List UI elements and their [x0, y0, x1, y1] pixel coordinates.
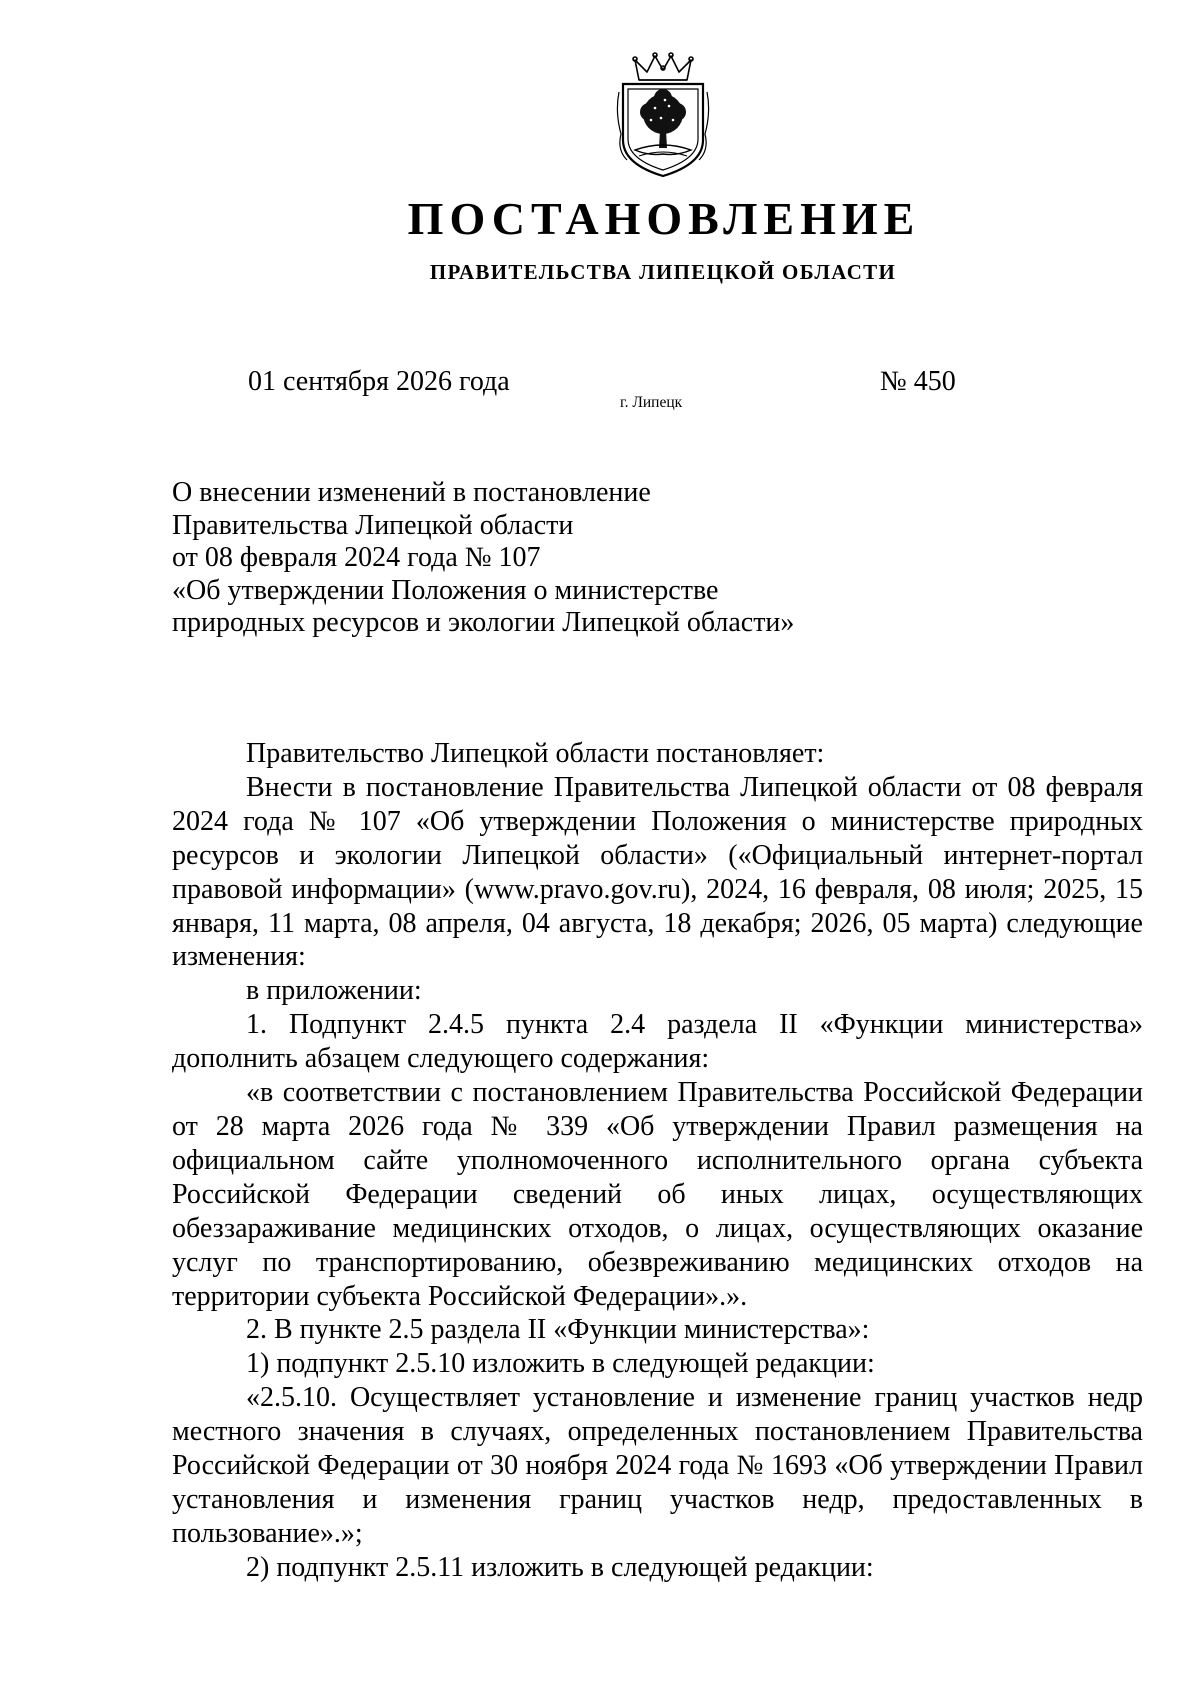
- heading-line: О внесении изменений в постановление: [172, 477, 651, 508]
- body-paragraph: 2. В пункте 2.5 раздела II «Функции министерства»:: [246, 1314, 870, 1346]
- heading-line: природных ресурсов и экологии Липецкой области»: [172, 607, 795, 638]
- body-paragraph: «в соответствии с постановлением Правительства Российской Федерации от 28 марта 2026 года № 339 «Об утверждении Правил размещения на официальном сайте уполномоченного исполнительного органа субъекта Российской Федерации сведений об иных лицах, осуществляющих обеззараживание медицинских отходов, о лицах, осуществляющих оказание услуг по транспортированию, обезвреживанию медицинских отходов на территории субъекта Российской Федерации».».: [172, 1077, 1143, 1312]
- body-paragraph: в приложении:: [246, 975, 422, 1007]
- body-paragraph: 2) подпункт 2.5.11 изложить в следующей редакции:: [246, 1551, 874, 1583]
- document-number: № 450: [880, 366, 956, 397]
- document-subtitle: ПРАВИТЕЛЬСТВА ЛИПЕЦКОЙ ОБЛАСТИ: [429, 260, 897, 284]
- coat-of-arms-emblem: [612, 52, 714, 180]
- body-paragraph: Внести в постановление Правительства Липецкой области от 08 февраля 2024 года № 107 «Об утверждении Положения о министерстве природных ресурсов и экологии Липецкой области» («Официальный интернет-портал правовой информации» (www.pravo.gov.ru), 2024, 16 февраля, 08 июля; 2025, 15 января, 11 марта, 08 апреля, 04 августа, 18 декабря; 2026, 05 марта) следующие изменения:: [172, 771, 1143, 973]
- heading-line: Правительства Липецкой области: [172, 509, 574, 541]
- document-body: [172, 737, 1143, 1585]
- document-city: г. Липецк: [620, 394, 683, 411]
- body-paragraph: «2.5.10. Осуществляет установление и изменение границ участков недр местного значения в случаях, определенных постановлением Правительства Российской Федерации от 30 ноября 2024 года № 1693 «Об утверждении Правил установления и изменения границ участков недр, предоставленных в пользование».»;: [172, 1382, 1143, 1549]
- body-paragraph: 1) подпункт 2.5.10 изложить в следующей редакции:: [246, 1348, 875, 1380]
- body-paragraph: Правительство Липецкой области постановляет:: [246, 738, 825, 769]
- heading-line: «Об утверждении Положения о министерстве: [172, 574, 719, 606]
- document-heading: [172, 477, 872, 640]
- body-paragraph: 1. Подпункт 2.4.5 пункта 2.4 раздела II «Функции министерства» дополнить абзацем следующего содержания:: [172, 1009, 1143, 1075]
- heading-line: от 08 февраля 2024 года № 107: [172, 542, 541, 573]
- document-title: ПОСТАНОВЛЕНИЕ: [407, 193, 921, 244]
- document-date: 01 сентября 2026 года: [248, 366, 510, 397]
